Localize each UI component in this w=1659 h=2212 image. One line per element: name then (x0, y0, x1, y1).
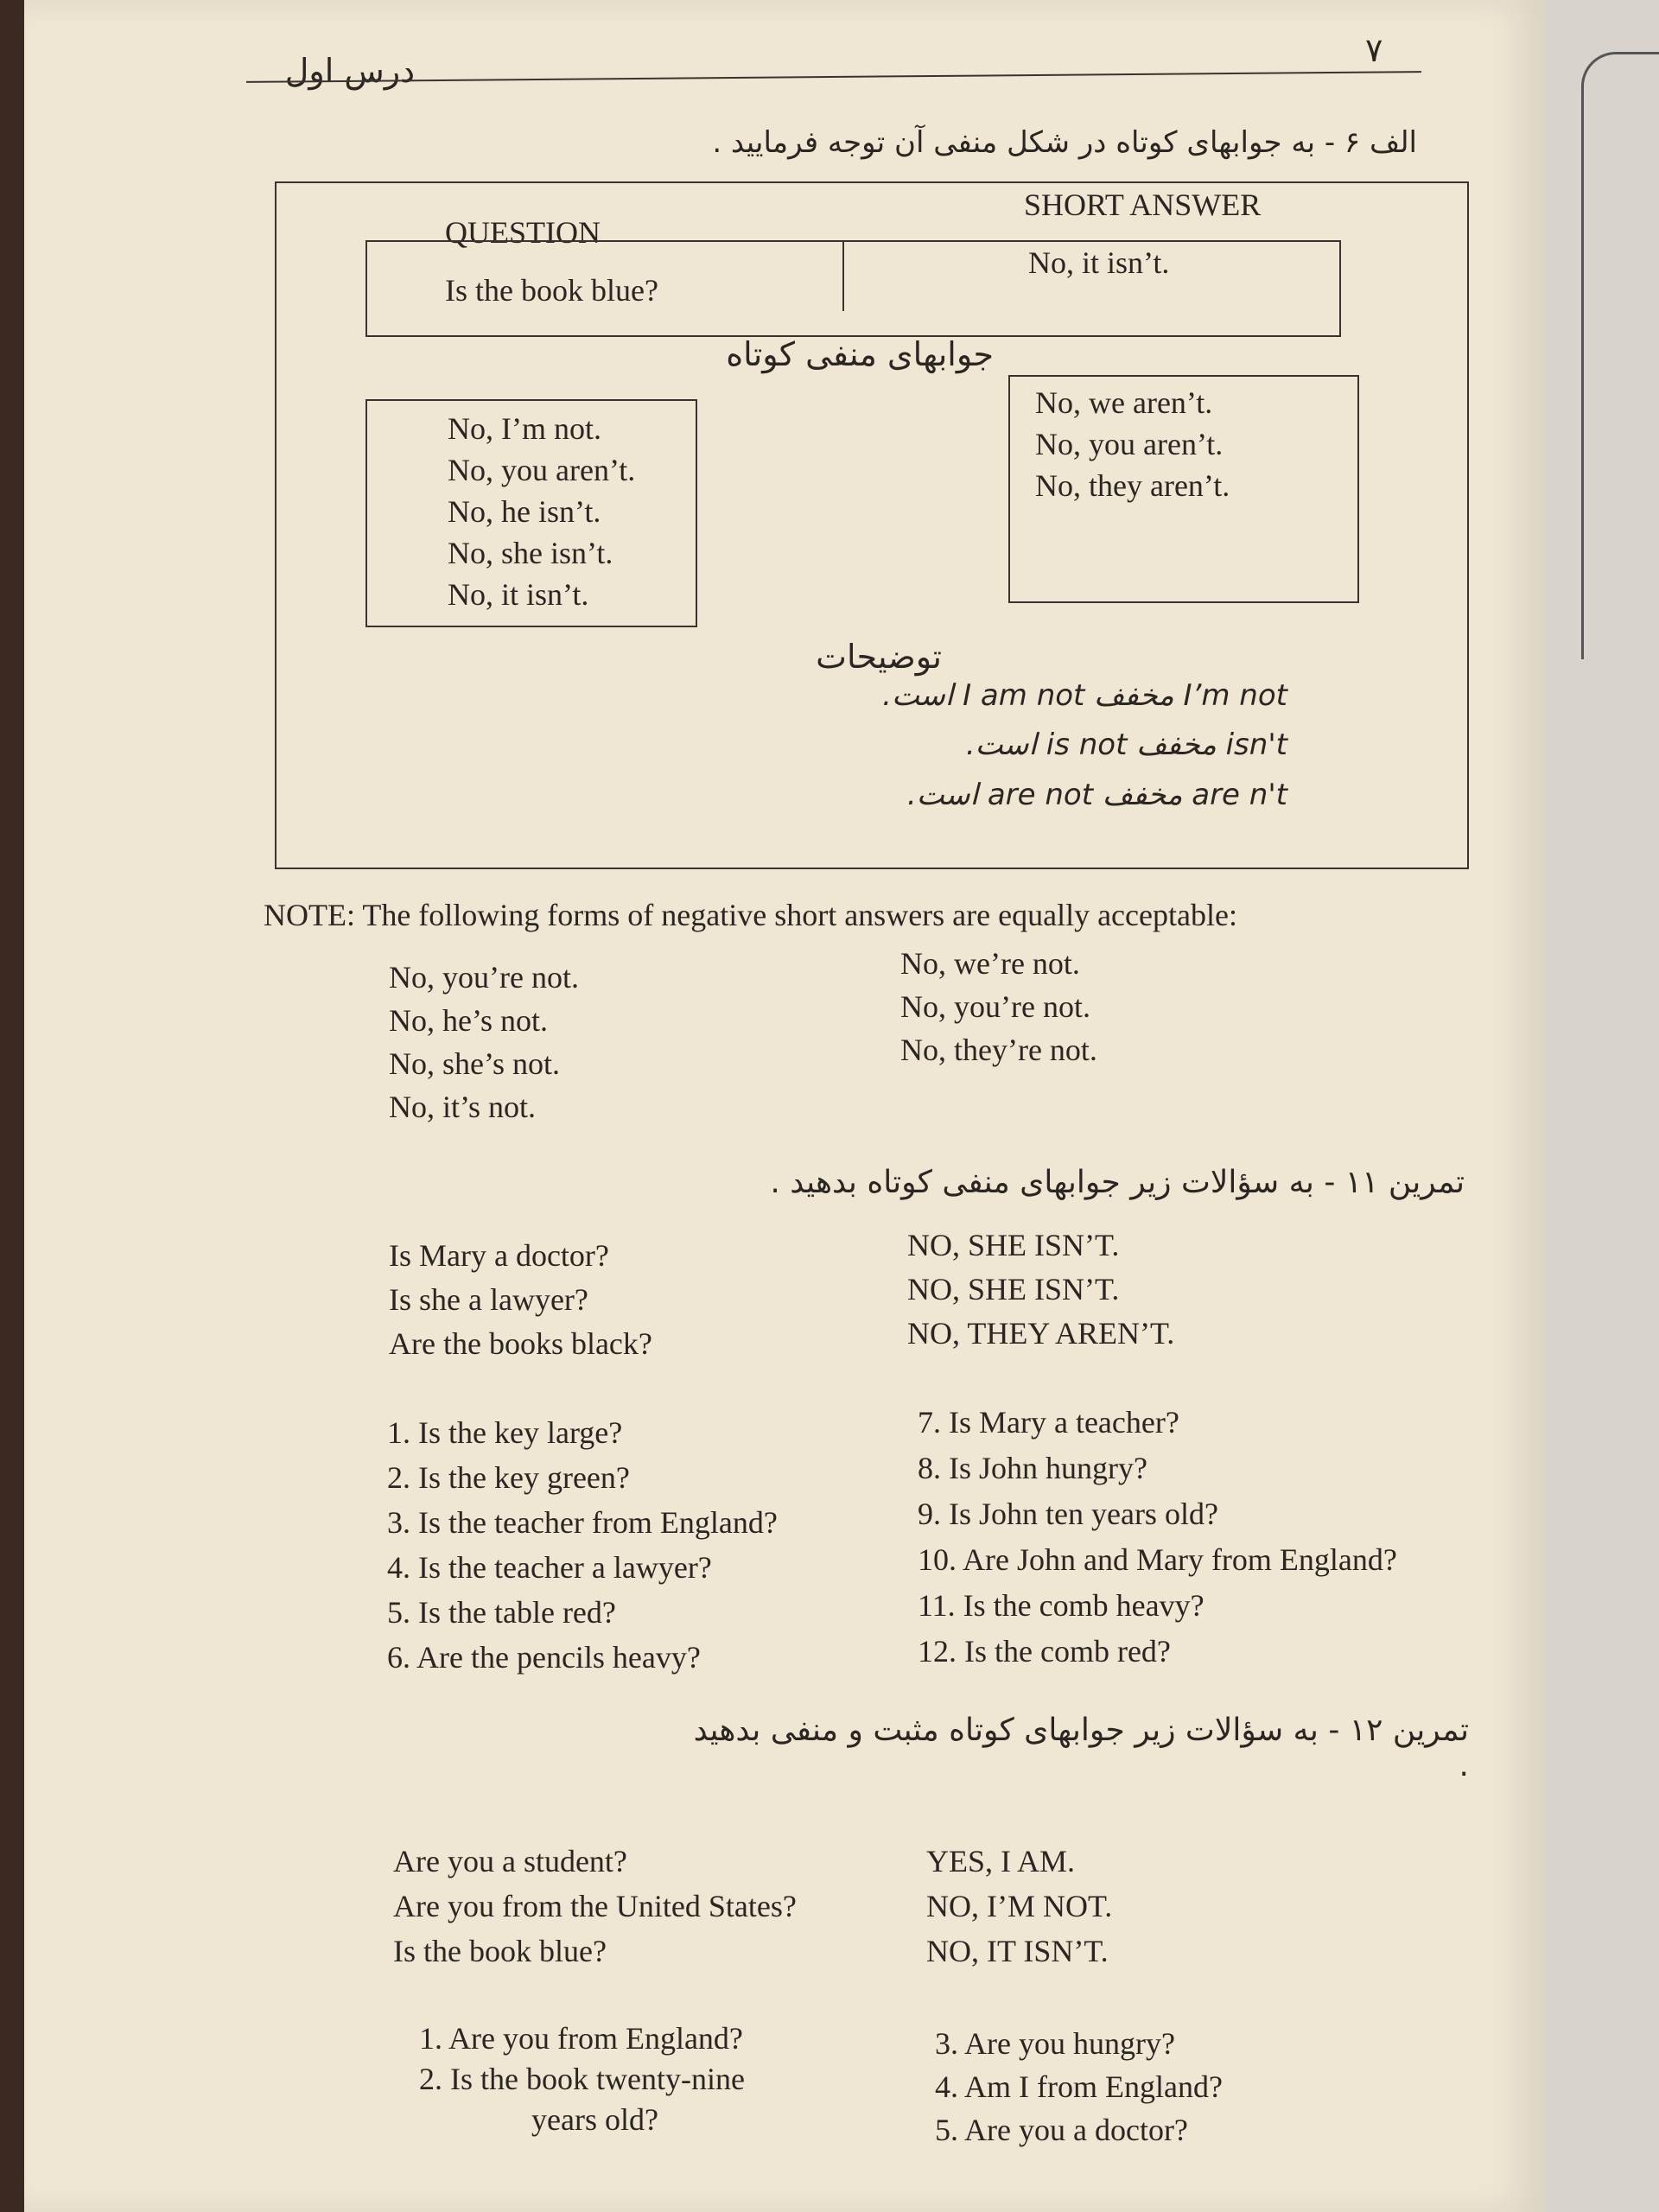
item-number: 12. (918, 1634, 957, 1669)
exercise-item (918, 1629, 1397, 1675)
plural-answers-list (1035, 382, 1230, 506)
answer-line: No, we aren’t. (1035, 385, 1213, 420)
exercise-item (387, 1590, 778, 1635)
item-number: 5. (387, 1595, 410, 1630)
example-answer: NO, THEY AREN’T. (907, 1316, 1175, 1351)
note-line: No, you’re not. (389, 960, 579, 995)
negative-answers-subtitle: جوابهای منفی کوتاه (726, 335, 994, 373)
note-line: No, you’re not. (900, 989, 1090, 1024)
item-text: Is John ten years old? (949, 1497, 1218, 1531)
exercise-12-example-answers (926, 1839, 1112, 1974)
exercise-item (918, 1537, 1397, 1583)
item-number: 5. (935, 2113, 958, 2147)
item-text: Are John and Mary from England? (963, 1542, 1397, 1577)
item-number: 2. (419, 2062, 442, 2096)
example-answer: NO, SHE ISN’T. (907, 1228, 1120, 1262)
item-text: Is the table red? (418, 1595, 616, 1630)
item-text: Is the teacher from England? (418, 1505, 778, 1540)
item-text: Is the comb heavy? (963, 1588, 1205, 1623)
example-question: Are you from the United States? (393, 1889, 797, 1923)
answer-line: No, you aren’t. (448, 453, 636, 487)
item-number: 3. (935, 2026, 958, 2061)
exercise-item (419, 2018, 745, 2059)
explanation-line: are n't مخفف are not است. (906, 778, 1287, 812)
example-question: Is the book blue? (393, 1934, 607, 1968)
item-text: Are you from England? (448, 2021, 743, 2056)
exercise-item (387, 1410, 778, 1455)
example-question: Is she a lawyer? (389, 1282, 588, 1317)
exercise-item (918, 1491, 1397, 1537)
example-answer: NO, I’M NOT. (926, 1889, 1113, 1923)
item-text: Are you hungry? (964, 2026, 1175, 2061)
note-line: No, we’re not. (900, 946, 1080, 981)
example-question: Are the books black? (389, 1326, 652, 1361)
item-number: 6. (387, 1640, 410, 1675)
note-left-list (389, 956, 579, 1128)
item-text: Is the key large? (418, 1415, 623, 1450)
page-number: ۷ (1365, 31, 1383, 69)
example-answer: NO, IT ISN’T. (926, 1934, 1109, 1968)
short-answer-header: SHORT ANSWER (1024, 188, 1262, 222)
exercise-item (935, 2065, 1223, 2108)
exercise-11-heading: تمرین ۱۱ - به سؤالات زیر جوابهای منفی کوتاه بدهید . (770, 1165, 1465, 1200)
item-text: Is the book twenty-nine (450, 2062, 745, 2096)
section-6-heading: الف ۶ - به جوابهای کوتاه در شکل منفی آن توجه فرمایید . (712, 125, 1417, 160)
item-text: Is Mary a teacher? (949, 1405, 1179, 1440)
exercise-12-example-questions (393, 1839, 797, 1974)
explanation-line: I’m not مخفف I am not است. (882, 678, 1287, 713)
answer-line: No, she isn’t. (448, 536, 613, 570)
note-line: No, he’s not. (389, 1003, 548, 1038)
exercise-item (387, 1635, 778, 1680)
answer-line: No, he isn’t. (448, 494, 601, 529)
answer-line: No, I’m not. (448, 411, 601, 446)
item-text: years old? (531, 2102, 658, 2137)
item-number: 11. (918, 1588, 956, 1623)
answer-line: No, it isn’t. (448, 577, 589, 612)
lesson-title: درس اول (284, 52, 415, 90)
explanation-line: isn't مخفف is not است. (965, 728, 1287, 762)
item-number: 9. (918, 1497, 941, 1531)
row-divider (842, 242, 844, 311)
exercise-12-items-left (419, 2018, 745, 2140)
item-number: 10. (918, 1542, 957, 1577)
explanations-title: توضیحات (816, 638, 942, 676)
item-number: 1. (419, 2021, 442, 2056)
item-text: Is the key green? (418, 1460, 630, 1495)
exercise-item (918, 1446, 1397, 1491)
item-number: 1. (387, 1415, 410, 1450)
item-text: Are you a doctor? (964, 2113, 1188, 2147)
exercise-12-heading: تمرین ۱۲ - به سؤالات زیر جوابهای کوتاه مثبت و منفی بدهید . (693, 1713, 1469, 1783)
exercise-11-items-left (387, 1410, 778, 1680)
exercise-11-items-right (918, 1400, 1397, 1675)
exercise-item (419, 2100, 745, 2140)
note-right-list (900, 942, 1097, 1071)
answer-line: No, they aren’t. (1035, 468, 1230, 503)
example-answer: YES, I AM. (926, 1844, 1076, 1878)
exercise-item (387, 1500, 778, 1545)
item-text: Is the teacher a lawyer? (418, 1550, 712, 1585)
exercise-item (935, 2022, 1223, 2065)
item-number: 7. (918, 1405, 941, 1440)
exercise-item (935, 2108, 1223, 2152)
exercise-11-example-answers (907, 1224, 1174, 1356)
item-number: 4. (387, 1550, 410, 1585)
answer-line: No, you aren’t. (1035, 427, 1224, 461)
item-number: 2. (387, 1460, 410, 1495)
exercise-item (387, 1545, 778, 1590)
item-number: 4. (935, 2069, 958, 2104)
exercise-item (387, 1455, 778, 1500)
exercise-item (918, 1400, 1397, 1446)
example-question: Is Mary a doctor? (389, 1238, 609, 1273)
exercise-11-example-questions (389, 1234, 652, 1366)
example-answer: No, it isn’t. (1028, 245, 1170, 280)
singular-answers-list (448, 408, 635, 615)
note-text: NOTE: The following forms of negative short answers are equally acceptable: (264, 898, 1237, 932)
item-text: Are the pencils heavy? (416, 1640, 701, 1675)
item-text: Is the comb red? (964, 1634, 1171, 1669)
note-line: No, it’s not. (389, 1090, 537, 1124)
exercise-item (918, 1583, 1397, 1629)
item-number: 8. (918, 1451, 941, 1485)
note-line: No, she’s not. (389, 1046, 560, 1081)
exercise-12-items-right (935, 2022, 1223, 2152)
exercise-item (419, 2059, 745, 2100)
next-page-edge (1581, 52, 1659, 659)
item-text: Am I from England? (964, 2069, 1223, 2104)
note-line: No, they’re not. (900, 1033, 1097, 1067)
example-answer: NO, SHE ISN’T. (907, 1272, 1120, 1306)
item-text: Is John hungry? (949, 1451, 1147, 1485)
example-question: Is the book blue? (445, 273, 658, 308)
question-header: QUESTION (445, 215, 601, 250)
item-number: 3. (387, 1505, 410, 1540)
example-question: Are you a student? (393, 1844, 627, 1878)
